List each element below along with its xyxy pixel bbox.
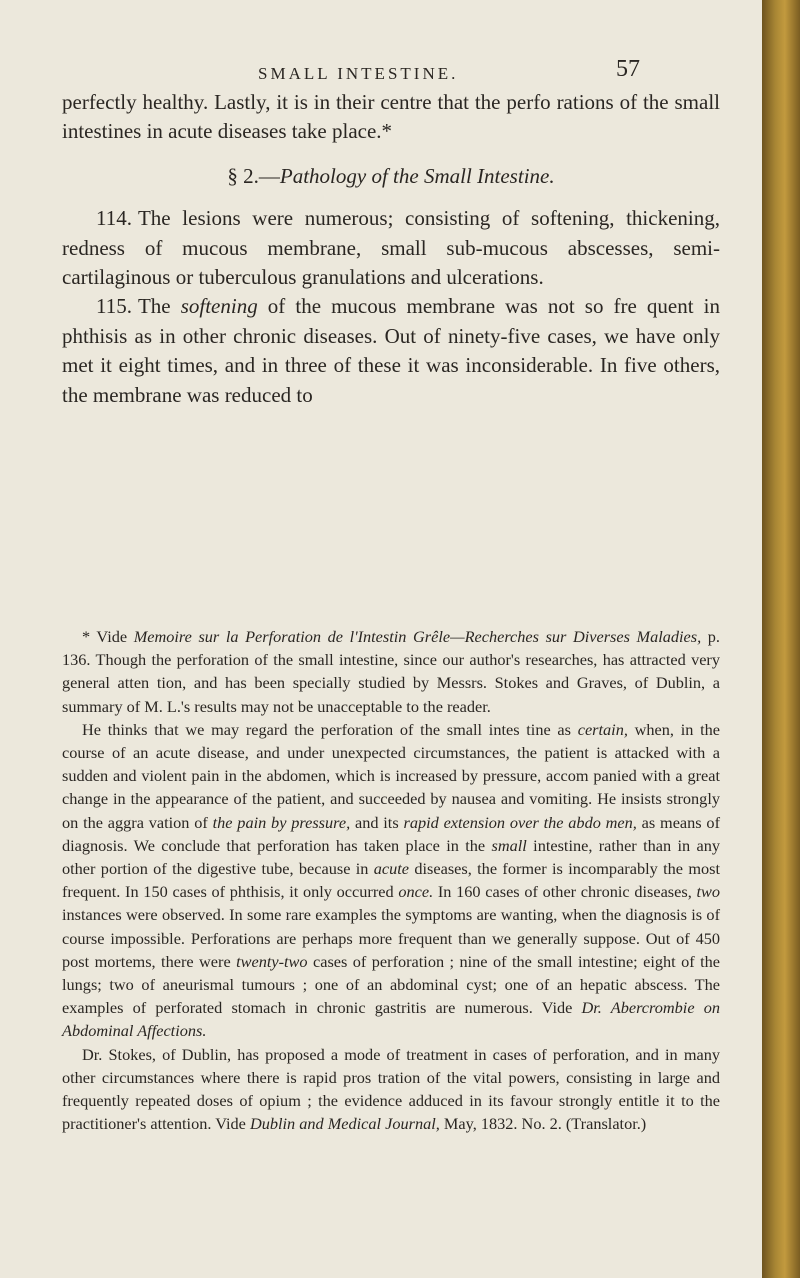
paragraph-115 [62, 292, 720, 410]
footnote-1 [62, 625, 720, 718]
footnote-text: He thinks that we may regard the perforation of the small intes tine as [82, 719, 578, 739]
citation: Memoire sur la Perforation de l'Intestin Grêle—Recherches sur Diverses Maladies, [133, 627, 702, 646]
emphasis: two [696, 882, 721, 902]
citation: Dr. Abercrombie on Abdominal Affections. [62, 998, 721, 1041]
running-head: SMALL INTESTINE. [258, 64, 459, 83]
emphasis: twenty-two [236, 951, 308, 971]
emphasis: rapid extension over the abdo men, [403, 812, 637, 832]
footnote-text: In 160 cases of other chronic diseases, [433, 882, 697, 902]
page-number: 57 [616, 56, 640, 82]
footnote-text: May, 1832. No. 2. (Translator.) [439, 1114, 647, 1134]
body-text [62, 88, 720, 410]
book-edge [762, 0, 800, 1278]
paragraph-text: of the mucous membrane was not so fre quent in phthisis as in other chronic diseases. Out of ninety-five cases, we have only met it eight times, and in three of these it was inconsiderable. In five others, the membrane was reduced to [62, 294, 720, 407]
paragraph-number: 114. [96, 206, 132, 231]
emphasis: certain, [577, 719, 628, 739]
footnote-text: intestine, rather than in any other portion of the digestive tube, because in [62, 835, 720, 879]
emphasis: the pain by pressure, [212, 812, 351, 832]
emphasis: softening [180, 294, 258, 319]
emphasis: acute [373, 859, 410, 879]
emphasis: small [491, 835, 527, 855]
footnote-block [62, 625, 720, 1135]
section-title: Pathology of the Small Intestine. [279, 163, 555, 188]
carryover-paragraph: perfectly healthy. Lastly, it is in their centre that the perfo rations of the small intestines in acute diseases take place.* [62, 90, 720, 144]
footnote-text: * Vide [82, 627, 134, 646]
section-heading [62, 162, 720, 191]
paragraph-text: The [137, 294, 181, 319]
footnote-text: p. 136. Though the perforation of the small intestine, since our author's researches, has attracted very general atten tion, and has been specially studied by Messrs. Stokes and Graves, of Dublin, a summary of M. L.'s results may not be unacceptable to the reader. [62, 627, 720, 716]
section-number: § 2.— [227, 163, 280, 188]
citation: Dublin and Medical Journal, [249, 1114, 440, 1134]
paragraph-114 [62, 204, 720, 292]
footnote-2 [62, 718, 720, 1043]
footnote-text: diseases, the former is incomparably the most frequent. In 150 cases of phthisis, it only occurred [62, 859, 721, 902]
footnote-text: and its [350, 812, 404, 832]
footnote-text: as means of diagnosis. We conclude that perforation has taken place in the [62, 812, 720, 855]
footnote-text: when, in the course of an acute disease, and under unexpected circumstances, the patient is attacked with a sudden and violent pain in the abdomen, which is increased by pressure, accom panied with a great change in the appearance of the patient, and succeeded by nausea and vomiting. He insists strongly on the aggra vation of [62, 719, 720, 832]
footnote-text: instances were observed. In some rare examples the symptoms are wanting, when the diagnosis is of course impossible. Perforations are perhaps more frequent than we generally suppose. Out of 450 post mortems, there were [62, 905, 720, 971]
paragraph-number: 115. [96, 294, 132, 319]
footnote-text: cases of perforation ; nine of the small intestine; eight of the lungs; two of aneurismal tumours ; one of an abdominal cyst; one of an hepatic abscess. The examples of perforated stomach in chronic gastritis are numerous. Vide [62, 951, 721, 1018]
footnote-3 [62, 1043, 720, 1136]
footnote-text: Dr. Stokes, of Dublin, has proposed a mode of treatment in cases of perforation, and in many other circumstances where there is rapid pros tration of the vital powers, consisting in large and frequently repeated doses of opium ; the evidence adduced in its favour strongly entitle it to the practitioner's attention. Vide [62, 1044, 720, 1134]
paragraph-text: The lesions were numerous; consisting of softening, thickening, redness of mucous membrane, small sub-mucous abscesses, semi-cartilaginous or tuberculous granulations and ulcerations. [62, 206, 720, 290]
emphasis: once. [398, 882, 434, 902]
